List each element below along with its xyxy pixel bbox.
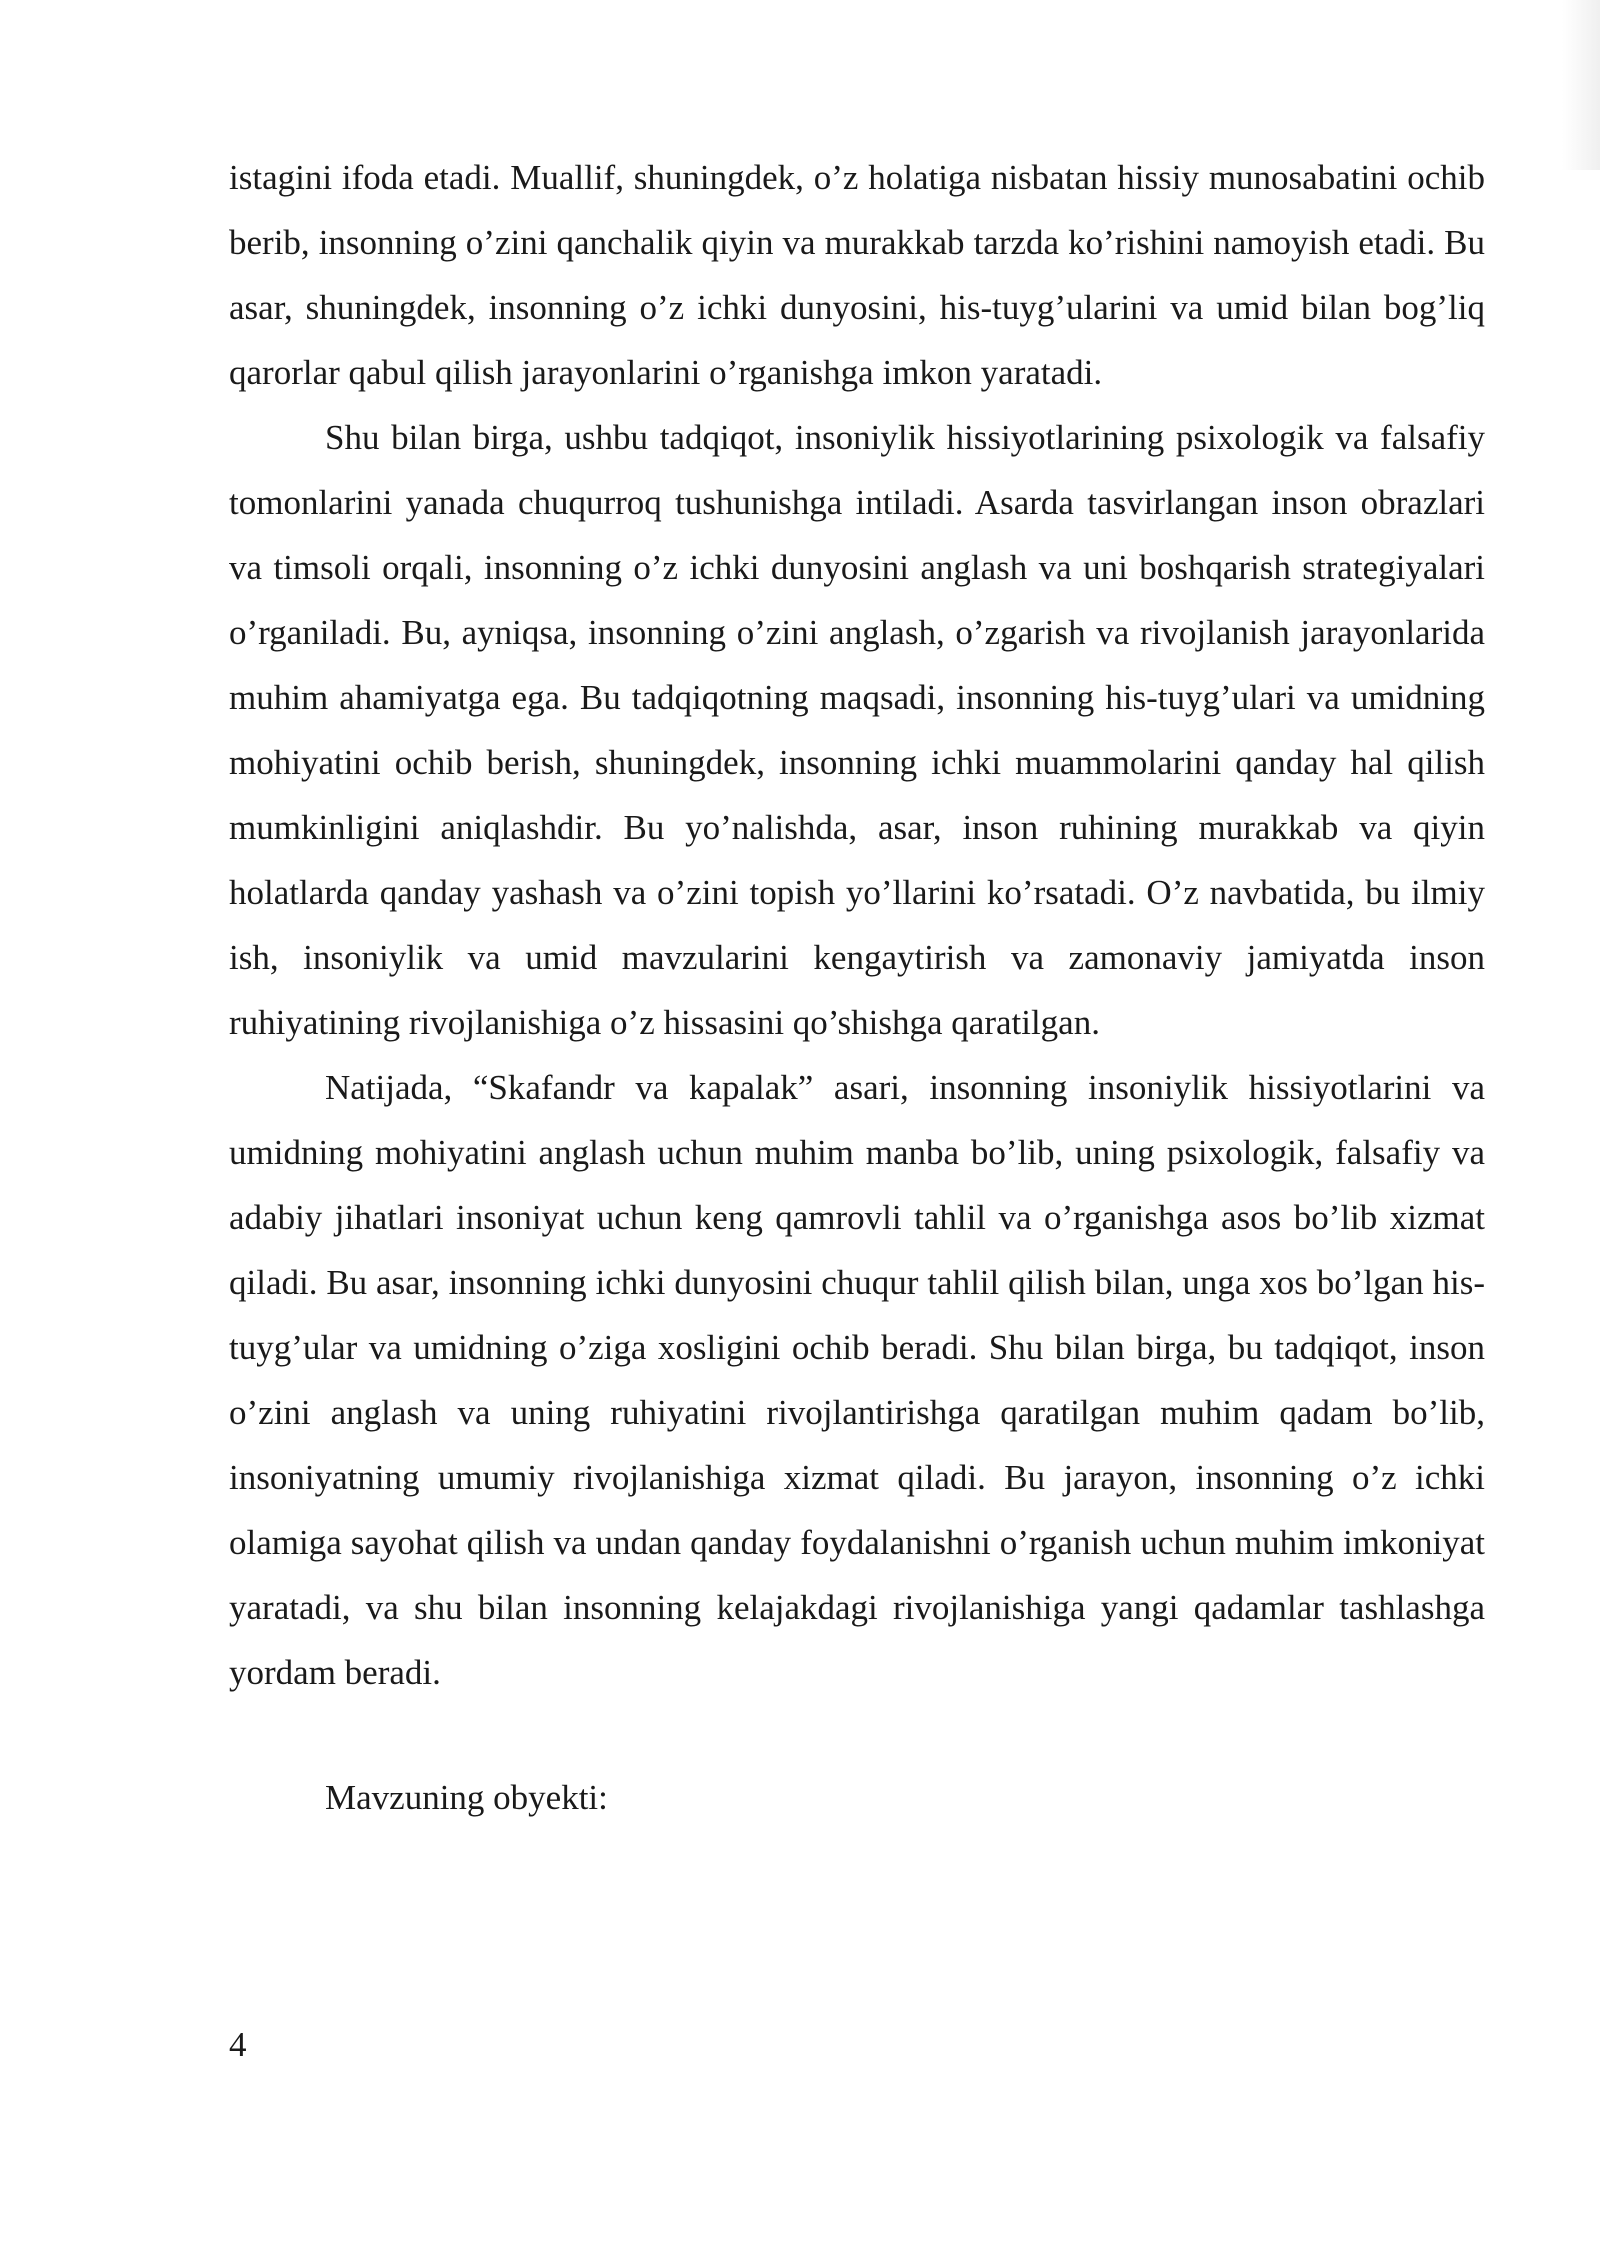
page-edge-shadow	[1562, 0, 1600, 170]
page-number: 4	[229, 2025, 247, 2064]
paragraph-conclusion: Natijada, “Skafandr va kapalak” asari, insonning insoniylik hissiyotlarini va umidning mohiyatini anglash uchun muhim manba bo’lib, uning psixologik, falsafiy va adabiy jihatlari insoniyat uchun keng qamrovli tahlil va o’rganishga asos bo’lib xizmat qiladi. Bu asar, insonning ichki dunyosini chuqur tahlil qilish bilan, unga xos bo’lgan his-tuyg’ular va umidning o’ziga xosligini ochib beradi. Shu bilan birga, bu tadqiqot, inson o’zini anglash va uning ruhiyatini rivojlantirishga qaratilgan muhim qadam bo’lib, insoniyatning umumiy rivojlanishiga xizmat qiladi. Bu jarayon, insonning o’z ichki olamiga sayohat qilish va undan qanday foydalanishni o’rganish uchun muhim imkoniyat yaratadi, va shu bilan insonning kelajakdagi rivojlanishiga yangi qadamlar tashlashga yordam beradi.	[229, 1068, 1485, 1692]
paragraph-research-goal: Shu bilan birga, ushbu tadqiqot, insoniylik hissiyotlarining psixologik va falsafiy tomonlarini yanada chuqurroq tushunishga intiladi. Asarda tasvirlangan inson obrazlari va timsoli orqali, insonning o’z ichki dunyosini anglash va uni boshqarish strategiyalari o’rganiladi. Bu, ayniqsa, insonning o’zini anglash, o’zgarish va rivojlanish jarayonlarida muhim ahamiyatga ega. Bu tadqiqotning maqsadi, insonning his-tuyg’ulari va umidning mohiyatini ochib berish, shuningdek, insonning ichki muammolarini qanday hal qilish mumkinligini aniqlashdir. Bu yo’nalishda, asar, inson ruhining murakkab va qiyin holatlarda qanday yashash va o’zini topish yo’llarini ko’rsatadi. O’z navbatida, bu ilmiy ish, insoniylik va umid mavzularini kengaytirish va zamonaviy jamiyatda inson ruhiyatining rivojlanishiga o’z hissasini qo’shishga qaratilgan.	[229, 418, 1485, 1042]
body-text	[229, 145, 1485, 1830]
section-heading: Mavzuning obyekti:	[325, 1778, 608, 1817]
paragraph-continuation: istagini ifoda etadi. Muallif, shuningdek, o’z holatiga nisbatan hissiy munosabatini ochib berib, insonning o’zini qanchalik qiyin va murakkab tarzda ko’rishini namoyish etadi. Bu asar, shuningdek, insonning o’z ichki dunyosini, his-tuyg’ularini va umid bilan bog’liq qarorlar qabul qilish jarayonlarini o’rganishga imkon yaratadi.	[229, 158, 1485, 392]
